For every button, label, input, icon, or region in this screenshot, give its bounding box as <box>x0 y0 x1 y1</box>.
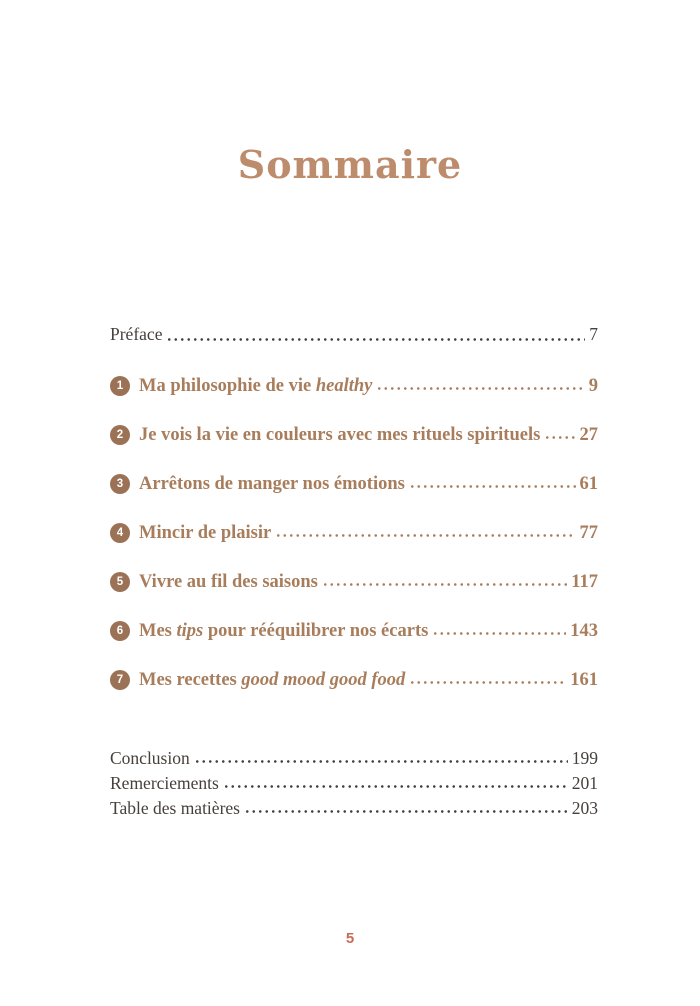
chapter-page: 9 <box>588 375 598 396</box>
chapter-title-text: Arrêtons de manger nos émotions <box>139 473 405 494</box>
chapter-title-text: Ma philosophie de vie <box>139 375 316 396</box>
dot-leader <box>223 784 568 789</box>
chapter-page: 143 <box>570 620 598 641</box>
chapter-page: 61 <box>579 473 598 494</box>
chapter-number-badge <box>110 474 130 494</box>
toc-entry-label: Remerciements <box>110 773 219 793</box>
toc-entry-page: 203 <box>571 798 598 818</box>
chapter-page: 161 <box>570 669 598 690</box>
dot-leader <box>275 533 575 538</box>
back-matter-section <box>110 748 598 823</box>
chapter-number-badge <box>110 425 130 445</box>
chapter-list <box>110 374 598 717</box>
toc-entry-page: 7 <box>589 324 598 344</box>
chapter-number-badge <box>110 376 130 396</box>
chapter-title-italic: healthy <box>315 375 373 396</box>
toc-entry-table-des-matieres <box>110 798 598 818</box>
toc-chapter-6 <box>110 619 598 643</box>
toc-chapter-7 <box>110 668 598 692</box>
chapter-title-text: Mes <box>139 620 177 641</box>
chapter-title <box>139 425 540 446</box>
front-matter-section <box>110 324 598 346</box>
toc-chapter-5 <box>110 570 598 594</box>
chapter-page: 77 <box>579 522 598 543</box>
toc-chapter-2 <box>110 423 598 447</box>
chapter-title-text: Je vois la vie en couleurs avec mes rituels spirituels <box>139 424 541 445</box>
chapter-title <box>139 523 271 544</box>
chapter-number-badge <box>110 621 130 641</box>
page-title: Sommaire <box>237 142 463 187</box>
page-folio-number: 5 <box>345 930 355 947</box>
toc-entry-preface <box>110 324 598 346</box>
dot-leader <box>194 759 568 764</box>
dot-leader <box>322 582 567 587</box>
toc-entry-conclusion <box>110 748 598 768</box>
dot-leader <box>409 484 576 489</box>
chapter-title <box>139 670 405 691</box>
chapter-title-italic: good mood good food <box>241 669 406 690</box>
dot-leader <box>244 809 568 814</box>
chapter-page: 117 <box>571 571 598 592</box>
chapter-number-badge <box>110 572 130 592</box>
dot-leader <box>166 337 585 342</box>
chapter-number-badge <box>110 670 130 690</box>
chapter-number: 6 <box>116 625 124 637</box>
toc-entry-label: Préface <box>110 324 163 344</box>
chapter-number: 7 <box>116 674 124 686</box>
dot-leader <box>544 435 575 440</box>
chapter-title-text: Mes recettes <box>139 669 242 690</box>
dot-leader <box>409 680 566 685</box>
chapter-title-text: Mincir de plaisir <box>139 522 272 543</box>
chapter-number: 2 <box>116 429 124 441</box>
chapter-title <box>139 376 372 397</box>
chapter-title <box>139 621 428 642</box>
chapter-title-cont: pour rééquilibrer nos écarts <box>203 620 429 641</box>
chapter-title <box>139 572 318 593</box>
chapter-number: 3 <box>116 478 124 490</box>
toc-entry-remerciements <box>110 773 598 793</box>
chapter-title-text: Vivre au fil des saisons <box>139 571 318 592</box>
toc-entry-page: 199 <box>571 748 598 768</box>
toc-entry-label: Table des matières <box>110 798 240 818</box>
toc-chapter-4 <box>110 521 598 545</box>
dot-leader <box>432 631 566 636</box>
chapter-number: 4 <box>116 527 124 539</box>
toc-entry-label: Conclusion <box>110 748 190 768</box>
chapter-number-badge <box>110 523 130 543</box>
toc-entry-page: 201 <box>571 773 598 793</box>
chapter-number: 5 <box>116 576 124 588</box>
chapter-page: 27 <box>579 424 598 445</box>
chapter-title-italic: tips <box>176 620 204 641</box>
toc-chapter-3 <box>110 472 598 496</box>
chapter-number: 1 <box>116 380 124 392</box>
chapter-title <box>139 474 405 495</box>
toc-chapter-1 <box>110 374 598 398</box>
dot-leader <box>376 386 584 391</box>
